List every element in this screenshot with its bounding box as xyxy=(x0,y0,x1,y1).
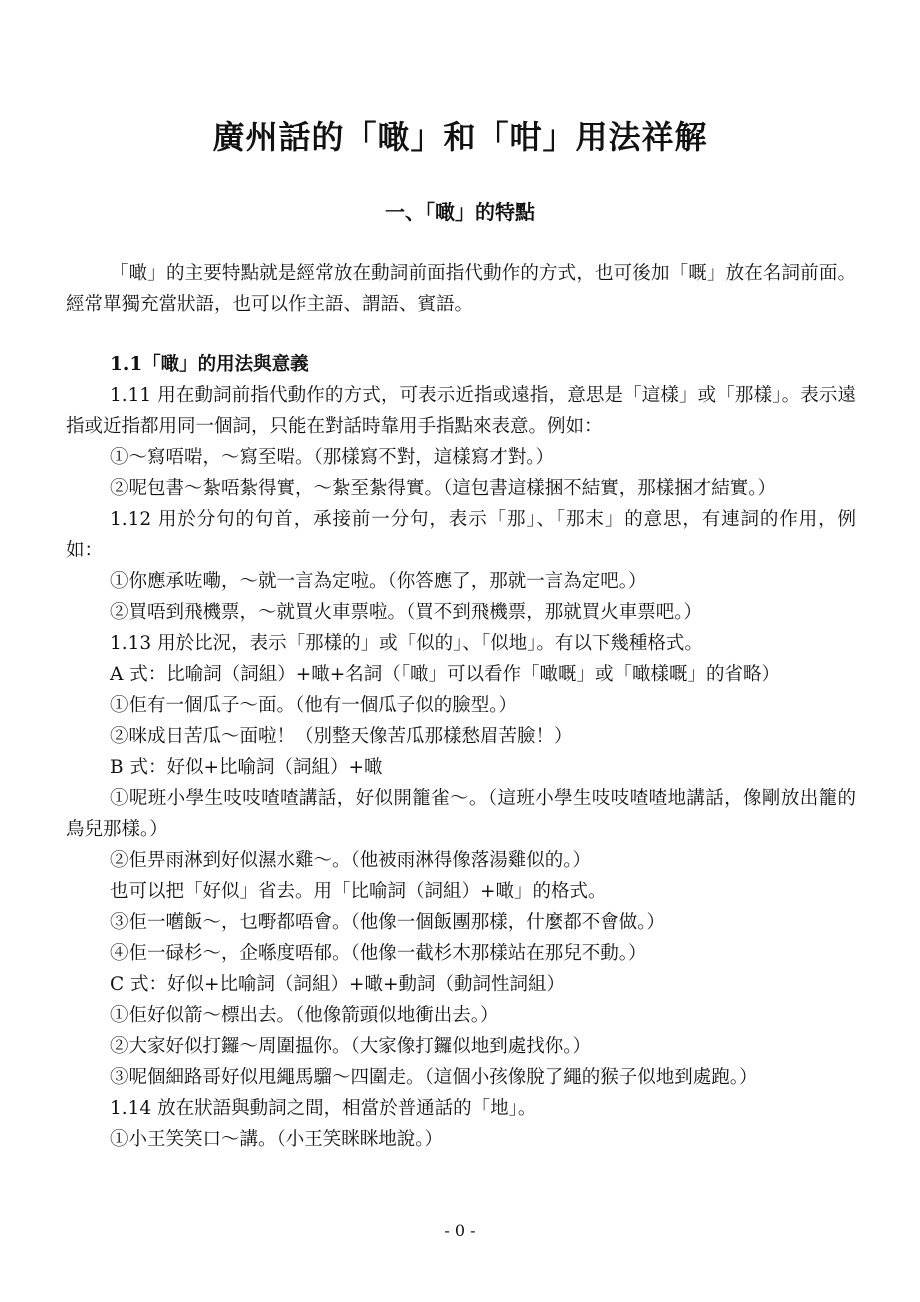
example-line: ①佢有一個瓜子～面。（他有一個瓜子似的臉型。） xyxy=(110,695,518,716)
example-line: ②佢畀雨淋到好似濕水雞～。（他被雨淋得像落湯雞似的。） xyxy=(110,850,592,871)
example-line: ③呢個細路哥好似甩繩馬騮～四圍走。（這個小孩像脫了繩的猴子似地到處跑。） xyxy=(110,1067,758,1088)
example-line: ②買唔到飛機票，～就買火車票啦。（買不到飛機票，那就買火車票吧。） xyxy=(110,602,703,623)
subheading: 1.1「噉」的用法與意義 xyxy=(110,354,309,375)
paragraph: 1.14 放在狀語與動詞之間，相當於普通話的「地」。 xyxy=(110,1098,537,1119)
page-number: - 0 - xyxy=(444,1221,476,1240)
example-line: ②咪成日苦瓜～面啦！（別整天像苦瓜那樣愁眉苦臉！） xyxy=(110,726,573,747)
example-line: ②大家好似打鑼～周圍揾你。（大家像打鑼似地到處找你。） xyxy=(110,1036,592,1057)
example-line: ①小王笑笑口～講。（小王笑眯眯地說。） xyxy=(110,1129,444,1150)
pattern-line: B 式：好似+比喻詞（詞組）+噉 xyxy=(110,757,383,778)
main-body xyxy=(66,349,856,1155)
pattern-line: A 式：比喻詞（詞組）+噉+名詞（「噉」可以看作「噉嘅」或「噉樣嘅」的省略） xyxy=(110,664,780,685)
paragraph: 1.12 用於分句的句首，承接前一分句，表示「那」、「那末」的意思，有連詞的作用，例如： xyxy=(66,509,856,561)
example-line: ④佢一碌杉～，企喺度唔郁。（他像一截杉木那樣站在那兒不動。） xyxy=(110,943,647,964)
document-title: 廣州話的「噉」和「咁」用法祥解 xyxy=(212,118,708,156)
intro-block xyxy=(66,258,856,320)
example-line: ②呢包書～紮唔紮得實，～紮至紮得實。（這包書這樣捆不結實，那樣捆才結實。） xyxy=(110,478,777,499)
paragraph: 也可以把「好似」省去。用「比喻詞（詞組）+噉」的格式。 xyxy=(110,881,607,902)
example-line: ①呢班小學生吱吱喳喳講話，好似開籠雀～。（這班小學生吱吱喳喳地講話，像剛放出籠的鳥兒那樣。） xyxy=(66,788,856,840)
intro-paragraph: 「噉」的主要特點就是經常放在動詞前面指代動作的方式，也可後加「嘅」放在名詞前面。經常單獨充當狀語，也可以作主語、謂語、賓語。 xyxy=(66,263,856,315)
example-line: ③佢一嚿飯～，乜嘢都唔會。（他像一個飯團那樣，什麼都不會做。） xyxy=(110,912,666,933)
example-line: ①～寫唔啱，～寫至啱。（那樣寫不對，這樣寫才對。） xyxy=(110,447,555,468)
pattern-line: C 式：好似+比喻詞（詞組）+噉+動詞（動詞性詞組） xyxy=(110,974,566,995)
paragraph: 1.11 用在動詞前指代動作的方式，可表示近指或遠指，意思是「這樣」或「那樣」。表示遠指或近指都用同一個詞，只能在對話時靠用手指點來表意。例如： xyxy=(66,385,856,437)
section-heading: 一、「噉」的特點 xyxy=(385,200,535,224)
example-line: ①佢好似箭～標出去。（他像箭頭似地衝出去。） xyxy=(110,1005,499,1026)
paragraph: 1.13 用於比況，表示「那樣的」或「似的」、「似地」。有以下幾種格式。 xyxy=(110,633,703,654)
example-line: ①你應承咗嘞，～就一言為定啦。（你答應了，那就一言為定吧。） xyxy=(110,571,647,592)
